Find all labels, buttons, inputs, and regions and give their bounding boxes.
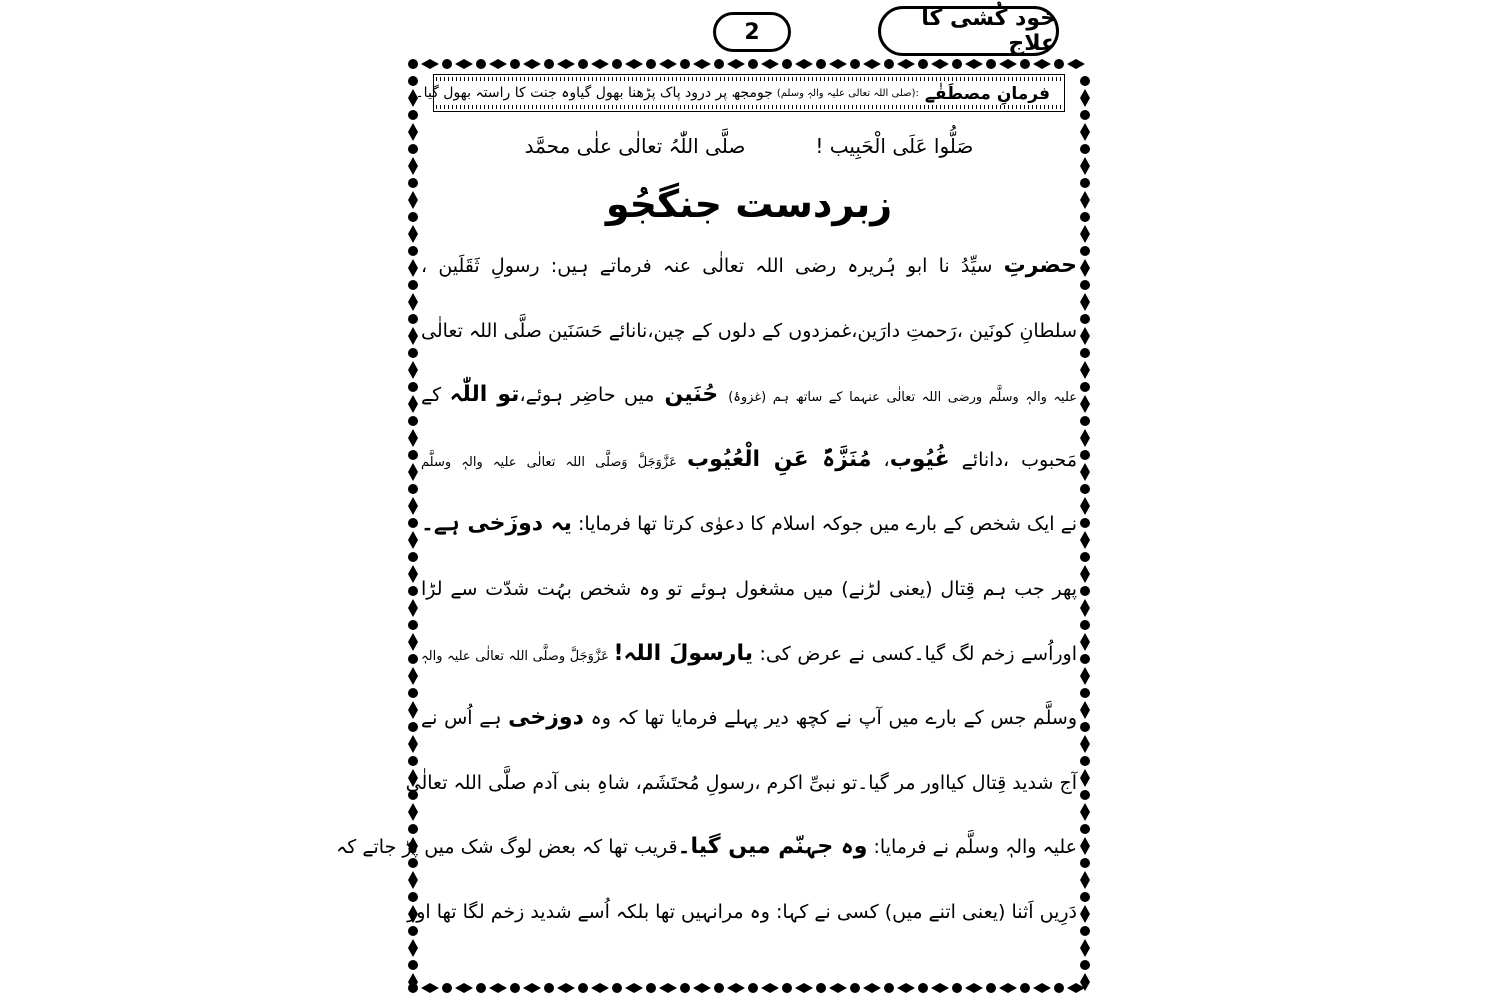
border-diamond — [625, 983, 643, 993]
border-diamond — [863, 59, 881, 69]
emphasis-text: غُیُوب — [889, 446, 950, 472]
border-dot — [544, 59, 554, 69]
line-text: اوراُسے زخم لگ گیا۔کسی نے عرض کی: — [753, 642, 1077, 665]
emphasis-text: مُنَزَّہٌ عَنِ الْعُیُوب — [687, 446, 872, 472]
body-line — [415, 299, 1083, 364]
emphasis-text: وہ جہنّم میں گیا۔ — [677, 834, 868, 860]
body-line — [405, 751, 1083, 816]
border-dot — [1080, 960, 1090, 970]
emphasis-text: تو اللّٰہ — [449, 382, 520, 408]
border-dot — [748, 983, 758, 993]
border-diamond — [795, 983, 813, 993]
salat-left: صلَّی اللّٰہُ تعالٰی علٰی محمَّد — [524, 134, 746, 158]
border-diamond — [693, 983, 711, 993]
border-dot — [816, 983, 826, 993]
border-dot — [952, 59, 962, 69]
body-line — [415, 234, 1083, 299]
page-number-badge — [713, 12, 791, 52]
body-line — [415, 428, 1083, 493]
book-title: خود کُشی کا علاج — [921, 6, 1056, 56]
body-line — [415, 363, 1083, 428]
border-dot — [1054, 59, 1064, 69]
salat-right: صَلُّوا عَلَی الْحَبِیب ! — [815, 134, 974, 158]
border-dot — [408, 59, 418, 69]
salat-line — [415, 118, 1083, 174]
border-diamond — [591, 59, 609, 69]
border-dot — [408, 960, 418, 970]
border-diamond — [931, 59, 949, 69]
line-text: وسلَّم جس کے بارے میں آپ نے کچھ دیر پہلے فرمایا تھا کہ وہ — [583, 707, 1078, 730]
border-dot — [544, 983, 554, 993]
border-dot — [1080, 76, 1090, 86]
border-diamond — [1033, 983, 1051, 993]
border-diamond — [1080, 89, 1090, 107]
farman-banner — [415, 74, 1065, 112]
body-line — [415, 557, 1083, 622]
border-dot — [476, 983, 486, 993]
body-line — [415, 622, 1083, 687]
body-text — [336, 234, 1083, 945]
line-text: علیہ والہٖ وسلَّم نے فرمایا: — [867, 836, 1077, 859]
line-text: ، — [871, 448, 890, 471]
border-dot — [884, 983, 894, 993]
border-dot — [918, 983, 928, 993]
border-diamond — [965, 59, 983, 69]
emphasis-text: یہ دوزَخی ہے۔ — [421, 511, 572, 537]
border-dot — [442, 59, 452, 69]
line-text: مَحبوب ،دانائے — [949, 448, 1077, 471]
page-frame — [336, 58, 1091, 994]
border-diamond — [523, 59, 541, 69]
line-text: سیِّدُ نا ابو ہُریرہ رضی اللہ تعالٰی عنہ فرماتے ہیں: رسولِ ثَقَلَین ، — [421, 255, 1004, 277]
border-diamond — [421, 983, 439, 993]
border-diamond — [965, 983, 983, 993]
border-dot — [850, 59, 860, 69]
border-dot — [1054, 983, 1064, 993]
border-dot — [612, 983, 622, 993]
border-diamond — [999, 983, 1017, 993]
farman-text: جومجھ پر درود پاک پڑھنا بھول گیاوہ جنت کا راستہ بھول گیا۔ — [415, 85, 773, 101]
border-diamond — [489, 983, 507, 993]
border-diamond — [1067, 59, 1085, 69]
line-text: دَرِیں اَثنا (یعنی اتنے میں) کسی نے کہا: وہ مرانہیں تھا بلکہ اُسے شدید زخم لگا تھا اور — [407, 900, 1077, 923]
body-line — [415, 686, 1083, 751]
page-content — [336, 118, 1083, 945]
border-dot — [714, 59, 724, 69]
border-dot — [1020, 59, 1030, 69]
border-diamond — [999, 59, 1017, 69]
border-diamond — [455, 59, 473, 69]
border-diamond — [659, 59, 677, 69]
page-number: 2 — [744, 19, 760, 45]
border-dot — [816, 59, 826, 69]
border-dot — [646, 59, 656, 69]
book-title-badge — [878, 6, 1059, 56]
border-diamond — [761, 59, 779, 69]
border-diamond — [931, 983, 949, 993]
emphasis-text: یارسولَ اللہ! — [613, 640, 753, 666]
border-diamond — [897, 59, 915, 69]
border-dot — [986, 59, 996, 69]
line-text: سلطانِ کونَین ،رَحمتِ دارَین،غمزدوں کے دلوں کے چین،نانائے حَسَنَین صلَّی اللہ تعالٰی — [421, 319, 1077, 342]
emphasis-text: دوزخی — [508, 705, 584, 731]
border-dot — [680, 59, 690, 69]
border-diamond — [727, 59, 745, 69]
border-dot — [476, 59, 486, 69]
border-diamond — [727, 983, 745, 993]
body-line — [415, 492, 1083, 557]
border-dot — [646, 983, 656, 993]
border-dot — [1020, 983, 1030, 993]
border-diamond — [557, 59, 575, 69]
line-text: علیہ والہٖ وسلَّم ورضی اللہ تعالٰی عنہما کے ساتھ ہم (غزوۂ) — [728, 390, 1078, 406]
border-diamond — [489, 59, 507, 69]
border-dot — [782, 983, 792, 993]
line-text: ہے اُس نے — [421, 707, 509, 730]
border-dot — [986, 983, 996, 993]
border-dot — [748, 59, 758, 69]
body-line — [336, 815, 1083, 880]
emphasis-text: حضرتِ — [1003, 253, 1077, 278]
border-diamond — [659, 983, 677, 993]
border-dot — [918, 59, 928, 69]
border-diamond — [693, 59, 711, 69]
border-diamond — [557, 983, 575, 993]
line-text: عَزَّوَجَلَّ وصلَّی اللہ تعالٰی علیہ والہٖ — [421, 648, 614, 664]
border-dot — [850, 983, 860, 993]
border-dot — [952, 983, 962, 993]
line-text: قریب تھا کہ بعض لوگ شک میں پڑ جاتے کہ — [336, 836, 678, 859]
body-line — [407, 880, 1083, 945]
border-dot — [510, 59, 520, 69]
border-dot — [680, 983, 690, 993]
border-diamond — [897, 983, 915, 993]
border-diamond — [421, 59, 439, 69]
border-dot — [612, 59, 622, 69]
border-diamond — [591, 983, 609, 993]
border-diamond — [625, 59, 643, 69]
line-text: پھر جب ہم قِتال (یعنی لڑنے) میں مشغول ہوئے تو وہ شخص بہُت شدّت سے لڑا — [421, 577, 1077, 600]
border-dot — [442, 983, 452, 993]
border-dot — [578, 59, 588, 69]
border-diamond — [829, 59, 847, 69]
line-text: نے ایک شخص کے بارے میں جوکہ اسلام کا دعوٰی کرتا تھا فرمایا: — [571, 513, 1077, 536]
border-diamond — [863, 983, 881, 993]
border-diamond — [795, 59, 813, 69]
border-dot — [578, 983, 588, 993]
farman-honorific: :(صلی اللہ تعالی علیہ والہٖ وسلم) — [776, 87, 919, 99]
line-text: عَزَّوَجَلَّ وَصلَّی اللہ تعالٰی علیہ والہٖ وسلَّم — [421, 454, 687, 470]
border-dot — [714, 983, 724, 993]
border-diamond — [829, 983, 847, 993]
border-diamond — [455, 983, 473, 993]
border-dot — [510, 983, 520, 993]
line-text: آج شدید قِتال کیااور مر گیا۔تو نبیِّ اکرم ،رسولِ مُحتَشَم، شاہِ بنی آدم صلَّی اللہ تعالٰی — [405, 771, 1077, 794]
line-text: میں حاضِر ہوئے، — [519, 384, 655, 407]
border-dot — [884, 59, 894, 69]
border-diamond — [1033, 59, 1051, 69]
emphasis-text: حُنَین — [654, 382, 729, 408]
section-heading: زبردست جنگجُو — [605, 182, 893, 226]
farman-label: فرمانِ مصطَفٰے — [924, 83, 1050, 104]
line-text: کے — [421, 384, 450, 407]
border-diamond — [523, 983, 541, 993]
border-dot — [782, 59, 792, 69]
border-diamond — [761, 983, 779, 993]
